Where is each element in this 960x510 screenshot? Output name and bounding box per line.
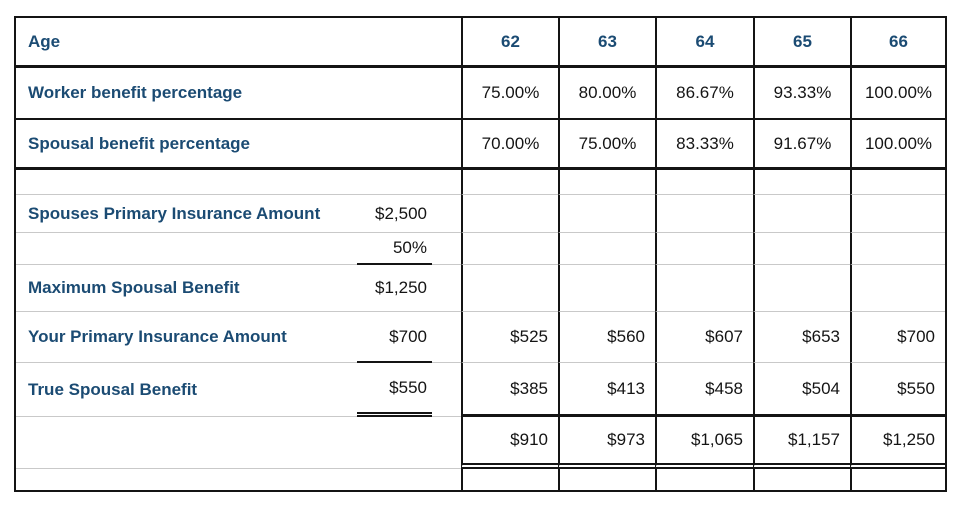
spousal-pct-64: 83.33% bbox=[655, 120, 753, 170]
half-factor-gap bbox=[432, 233, 461, 265]
your-pia-63: $560 bbox=[558, 312, 655, 363]
spouse-pia-label: Spouses Primary Insurance Amount bbox=[16, 195, 357, 233]
spacer-row-63 bbox=[558, 170, 655, 195]
half-factor-63 bbox=[558, 233, 655, 265]
max-spousal-64 bbox=[655, 265, 753, 312]
spouse-pia-value: $2,500 bbox=[357, 195, 432, 233]
bottom-spacer-left bbox=[16, 469, 461, 490]
age-header-62: 62 bbox=[461, 18, 558, 68]
spousal-pct-63: 75.00% bbox=[558, 120, 655, 170]
age-header-64: 64 bbox=[655, 18, 753, 68]
true-spousal-63: $413 bbox=[558, 363, 655, 417]
age-header-65: 65 bbox=[753, 18, 850, 68]
worker-pct-66: 100.00% bbox=[850, 68, 945, 120]
combined-total-left bbox=[16, 417, 461, 469]
spouse-pia-62 bbox=[461, 195, 558, 233]
max-spousal-63 bbox=[558, 265, 655, 312]
true-spousal-62: $385 bbox=[461, 363, 558, 417]
spousal-pct-label: Spousal benefit percentage bbox=[16, 120, 461, 170]
max-spousal-value: $1,250 bbox=[357, 265, 432, 312]
spacer-row-64 bbox=[655, 170, 753, 195]
spacer-row-left bbox=[16, 170, 461, 195]
combined-total-62: $910 bbox=[461, 417, 558, 469]
worker-pct-65: 93.33% bbox=[753, 68, 850, 120]
your-pia-gap bbox=[432, 312, 461, 363]
spousal-pct-62: 70.00% bbox=[461, 120, 558, 170]
max-spousal-gap bbox=[432, 265, 461, 312]
spousal-pct-66: 100.00% bbox=[850, 120, 945, 170]
true-spousal-64: $458 bbox=[655, 363, 753, 417]
spacer-row-62 bbox=[461, 170, 558, 195]
true-spousal-gap bbox=[432, 363, 461, 417]
max-spousal-label: Maximum Spousal Benefit bbox=[16, 265, 357, 312]
age-header-66: 66 bbox=[850, 18, 945, 68]
half-factor-65 bbox=[753, 233, 850, 265]
your-pia-64: $607 bbox=[655, 312, 753, 363]
spacer-row-65 bbox=[753, 170, 850, 195]
spousal-benefit-table bbox=[14, 16, 947, 492]
bottom-spacer-66 bbox=[850, 469, 945, 490]
bottom-spacer-65 bbox=[753, 469, 850, 490]
spacer-row-66 bbox=[850, 170, 945, 195]
your-pia-label: Your Primary Insurance Amount bbox=[16, 312, 357, 363]
true-spousal-value: $550 bbox=[357, 363, 432, 417]
bottom-spacer-62 bbox=[461, 469, 558, 490]
half-factor-64 bbox=[655, 233, 753, 265]
your-pia-62: $525 bbox=[461, 312, 558, 363]
spouse-pia-64 bbox=[655, 195, 753, 233]
spouse-pia-gap bbox=[432, 195, 461, 233]
spousal-pct-65: 91.67% bbox=[753, 120, 850, 170]
spouse-pia-65 bbox=[753, 195, 850, 233]
bottom-spacer-63 bbox=[558, 469, 655, 490]
worker-pct-label: Worker benefit percentage bbox=[16, 68, 461, 120]
combined-total-66: $1,250 bbox=[850, 417, 945, 469]
max-spousal-62 bbox=[461, 265, 558, 312]
your-pia-65: $653 bbox=[753, 312, 850, 363]
worker-pct-64: 86.67% bbox=[655, 68, 753, 120]
combined-total-64: $1,065 bbox=[655, 417, 753, 469]
your-pia-66: $700 bbox=[850, 312, 945, 363]
half-factor-62 bbox=[461, 233, 558, 265]
your-pia-value: $700 bbox=[357, 312, 432, 363]
half-factor-66 bbox=[850, 233, 945, 265]
true-spousal-label: True Spousal Benefit bbox=[16, 363, 357, 417]
combined-total-63: $973 bbox=[558, 417, 655, 469]
age-header-63: 63 bbox=[558, 18, 655, 68]
max-spousal-65 bbox=[753, 265, 850, 312]
bottom-spacer-64 bbox=[655, 469, 753, 490]
true-spousal-66: $550 bbox=[850, 363, 945, 417]
age-header-label: Age bbox=[16, 18, 461, 68]
combined-total-65: $1,157 bbox=[753, 417, 850, 469]
half-factor-label bbox=[16, 233, 357, 265]
true-spousal-65: $504 bbox=[753, 363, 850, 417]
max-spousal-66 bbox=[850, 265, 945, 312]
worker-pct-62: 75.00% bbox=[461, 68, 558, 120]
spouse-pia-63 bbox=[558, 195, 655, 233]
half-factor-value: 50% bbox=[357, 233, 432, 265]
spouse-pia-66 bbox=[850, 195, 945, 233]
worker-pct-63: 80.00% bbox=[558, 68, 655, 120]
